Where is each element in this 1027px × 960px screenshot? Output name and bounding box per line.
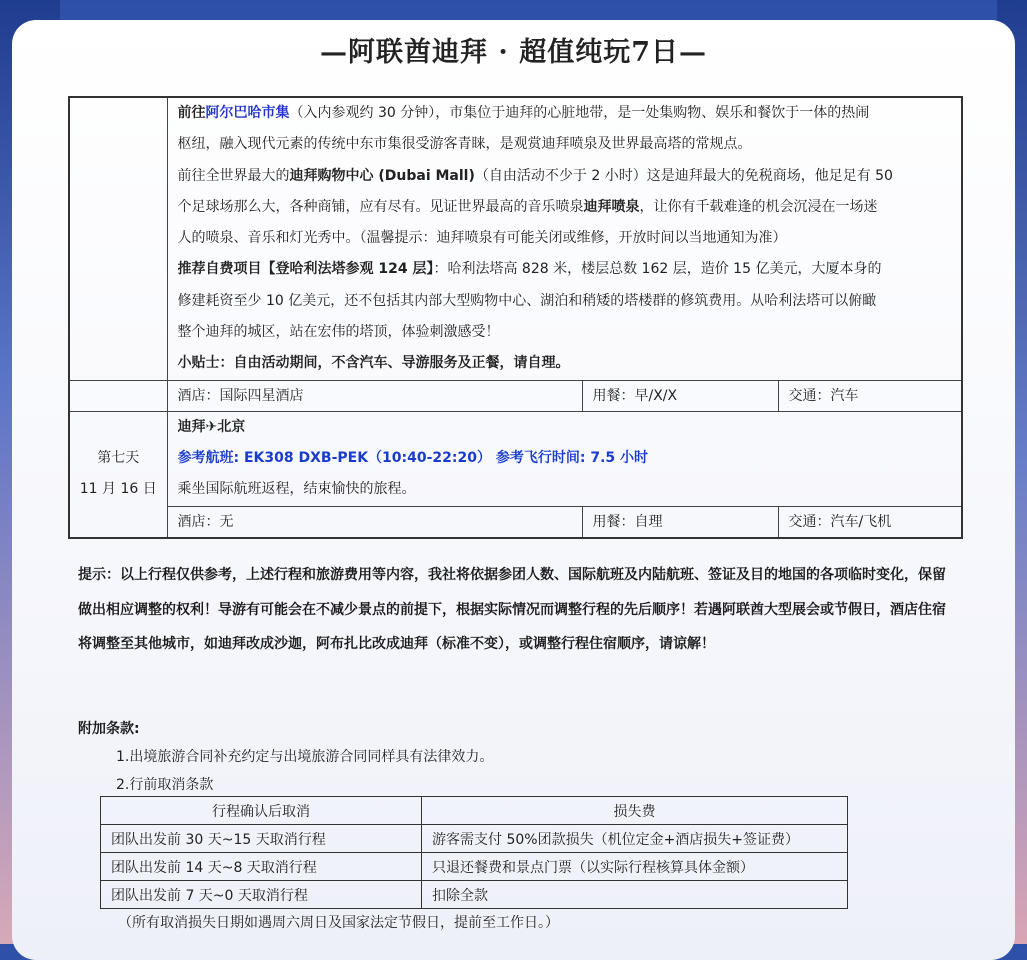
day6-day-cell: [69, 97, 167, 380]
day7-row: [69, 411, 962, 506]
annex-item-2: 2.行前取消条款: [116, 777, 214, 793]
day6-meta-row: [69, 380, 962, 411]
table-row: 团队出发前 14 天~8 天取消行程 只退还餐费和景点门票（以实际行程核算具体金额）: [101, 853, 848, 881]
day6-line: 人的喷泉、音乐和灯光秀中。（温馨提示：迪拜喷泉有可能关闭或维修，开放时间以当地通知为准）: [177, 230, 787, 247]
day7-meals: 用餐：自理: [582, 506, 778, 538]
table-row: 团队出发前 30 天~15 天取消行程 游客需支付 50%团款损失（机位定金+酒店损失+签证费）: [101, 825, 848, 853]
itinerary-table: [68, 96, 963, 539]
cancellation-footnote: （所有取消损失日期如遇周六周日及国家法定节假日，提前至工作日。）: [118, 915, 559, 931]
notice-paragraph: 提示：以上行程仅供参考，上述行程和旅游费用等内容，我社将依据参团人数、国际航班及内陆航班、签证及目的地国的各项临时变化，保留做出相应调整的权利！导游有可能会在不减少景点的前提下，根据实际情况而调整行程的先后顺序！若遇阿联酋大型展会或节假日，酒店住宿将调整至其他城市，如迪拜改成沙迦，阿布扎比改成迪拜（标准不变），或调整行程住宿顺序，请谅解！: [78, 567, 946, 652]
day7-transport: 交通：汽车/飞机: [778, 506, 962, 538]
day6-line: 整个迪拜的城区，站在宏伟的塔顶，体验刺激感受！: [177, 324, 500, 341]
annex-title: 附加条款:: [78, 721, 140, 737]
day7-label: 第七天: [97, 450, 140, 467]
day6-line: 推荐自费项目【登哈利法塔参观 124 层】：哈利法塔高 828 米，楼层总数 162 层，造价 15 亿美元，大厦本身的: [177, 261, 882, 278]
day6-meals: 用餐：早/X/X: [582, 380, 778, 411]
cancel-header-timing: 行程确认后取消: [101, 797, 422, 825]
day7-meta-row: [69, 506, 962, 538]
cancel-header-row: [101, 797, 848, 825]
day7-day-cell: [69, 411, 167, 537]
table-row: 团队出发前 7 天~0 天取消行程 扣除全款: [101, 881, 848, 909]
market-link[interactable]: 阿尔巴哈市集: [205, 105, 290, 121]
day6-tip: 小贴士：自由活动期间，不含汽车、导游服务及正餐，请自理。: [177, 355, 570, 372]
day6-line: 个足球场那么大，各种商铺，应有尽有。见证世界最高的音乐喷泉迪拜喷泉，让你有千载难逢的机会沉浸在一场迷: [177, 198, 878, 215]
day6-transport: 交通：汽车: [778, 380, 962, 411]
day6-line: 前往阿尔巴哈市集（入内参观约 30 分钟），市集位于迪拜的心脏地带，是一处集购物、娱乐和餐饮于一体的热闹: [177, 105, 870, 121]
day7-date: 11 月 16 日: [79, 481, 157, 498]
day7-content: [167, 411, 962, 506]
day6-row: [69, 97, 962, 380]
day6-line: 修建耗资至少 10 亿美元，还不包括其内部大型购物中心、湖泊和稍矮的塔楼群的修筑费用。从哈利法塔可以俯瞰: [177, 292, 877, 309]
day7-desc: 乘坐国际航班返程，结束愉快的旅程。: [177, 481, 416, 498]
day6-line: 枢纽，融入现代元素的传统中东市集很受游客青睐，是观赏迪拜喷泉及世界最高塔的常规点。: [177, 136, 752, 153]
day7-hotel: 酒店：无: [167, 506, 582, 538]
day6-line: 前往全世界最大的迪拜购物中心 (Dubai Mall)（自由活动不少于 2 小时）这是迪拜最大的免税商场，他足足有 50: [177, 167, 893, 184]
annex-item-1: 1.出境旅游合同补充约定与出境旅游合同同样具有法律效力。: [116, 749, 494, 765]
day7-route: 迪拜✈北京: [177, 418, 246, 435]
day7-flight: 参考航班: EK308 DXB-PEK（10:40-22:20） 参考飞行时间: 7.5 小时: [177, 449, 649, 466]
cancel-header-fee: 损失费: [422, 797, 848, 825]
day6-hotel: 酒店：国际四星酒店: [167, 380, 582, 411]
cancellation-table: [100, 796, 848, 909]
page-title: —阿联酋迪拜 · 超值纯玩7日—: [320, 37, 707, 68]
day6-content: [167, 97, 962, 380]
